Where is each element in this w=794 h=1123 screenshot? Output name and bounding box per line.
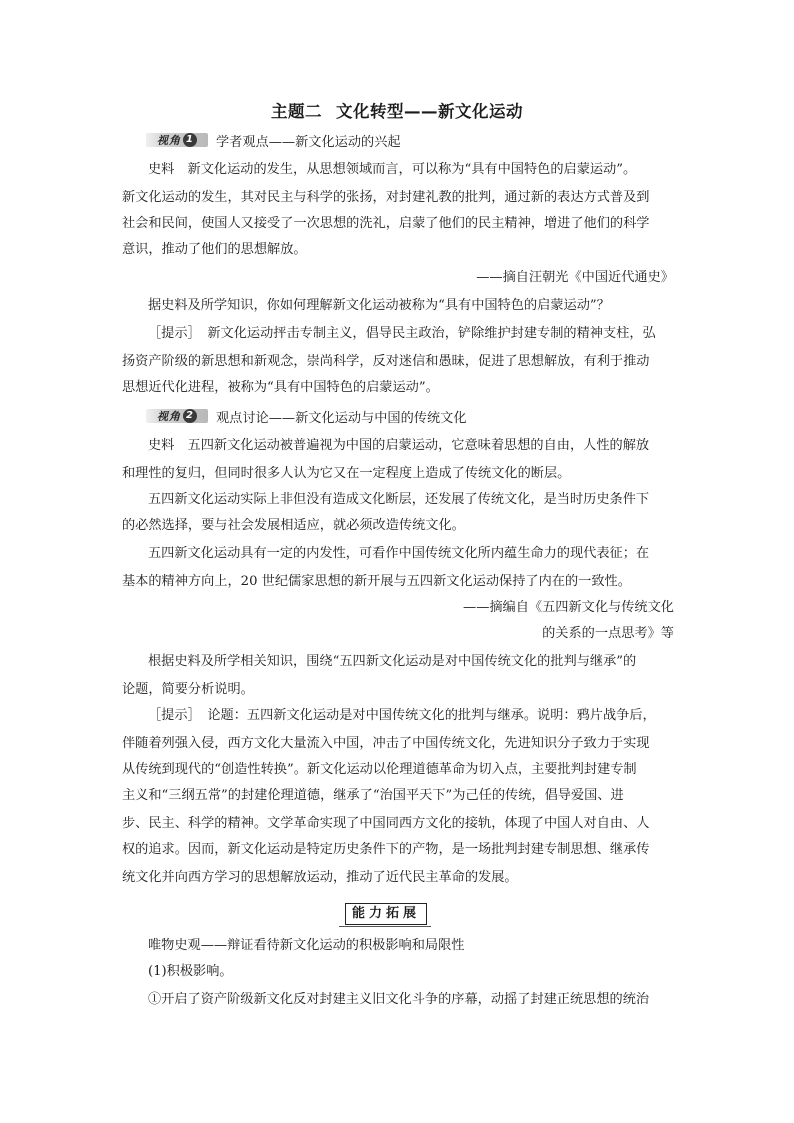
hint-line: 统文化并向西方学习的思想解放运动，推动了近代民主革命的发展。 bbox=[122, 870, 518, 885]
question-line: 论题，简要分析说明。 bbox=[122, 682, 254, 697]
paragraph-line: 意识，推动了他们的思想解放。 bbox=[122, 242, 307, 257]
paragraph-line: 五四新文化运动实际上非但没有造成文化断层，还发展了传统文化，是当时历史条件下 bbox=[148, 492, 650, 507]
hint-line: 权的追求。因而，新文化运动是特定历史条件下的产物，是一场批判封建专制思想、继承传 bbox=[122, 842, 650, 857]
hint-line: 伴随着列强入侵，西方文化大量流入中国，冲击了中国传统文化，先进知识分子致力于实现 bbox=[122, 736, 650, 751]
citation-line: ——摘自汪朝光《中国近代通史》 bbox=[476, 270, 674, 285]
hint-line: 步、民主、科学的精神。文学革命实现了中国同西方文化的接轨，体现了中国人对自由、人 bbox=[122, 816, 650, 831]
hint-line: 主义和“三纲五常”的封建伦理道德，继承了“治国平天下”为己任的传统，倡导爱国、进 bbox=[122, 788, 624, 803]
ability-extension-label: 能力拓展 bbox=[345, 903, 425, 925]
hint-line: ［提示］ 新文化运动抨击专制主义，倡导民主政治，铲除维护封建专制的精神支柱，弘 bbox=[148, 326, 656, 341]
paragraph-line: 的必然选择，要与社会发展相适应，就必须改造传统文化。 bbox=[122, 518, 465, 533]
section-heading-1-text: 学者观点——新文化运动的兴起 bbox=[216, 134, 401, 150]
title-part2: 文化转型——新文化运动 bbox=[336, 102, 523, 121]
page-title bbox=[0, 98, 794, 122]
number-1-icon: 1 bbox=[183, 133, 197, 147]
list-item: ①开启了资产阶级新文化反对封建主义旧文化斗争的序幕，动摇了封建正统思想的统治 bbox=[148, 992, 650, 1007]
citation-line: ——摘编自《五四新文化与传统文化 bbox=[463, 600, 674, 615]
hint-line: 思想近代化进程，被称为“具有中国特色的启蒙运动”。 bbox=[122, 380, 439, 395]
citation-line: 的关系的一点思考》等 bbox=[542, 626, 674, 641]
hint-line: 从传统到现代的“创造性转换”。新文化运动以伦理道德革命为切入点，主要批判封建专制 bbox=[122, 762, 637, 777]
paragraph-line: 五四新文化运动具有一定的内发性，可看作中国传统文化所内蕴生命力的现代表征；在 bbox=[148, 546, 650, 561]
question-line: 据史料及所学知识，你如何理解新文化运动被称为“具有中国特色的启蒙运动”？ bbox=[148, 298, 610, 313]
view-badge-1: 视角 1 bbox=[146, 133, 208, 147]
paragraph-line: 和理性的复归，但同时很多人认为它又在一定程度上造成了传统文化的断层。 bbox=[122, 466, 571, 481]
divider bbox=[339, 926, 431, 927]
question-line: 根据史料及所学相关知识，围绕“五四新文化运动是对中国传统文化的批判与继承”的 bbox=[148, 654, 637, 669]
section-heading-2-text: 观点讨论——新文化运动与中国的传统文化 bbox=[216, 410, 467, 426]
paragraph-line: 基本的精神方向上，20 世纪儒家思想的新开展与五四新文化运动保持了内在的一致性。 bbox=[122, 574, 631, 589]
paragraph-line: 新文化运动的发生，其对民主与科学的张扬，对封建礼教的批判，通过新的表达方式普及到 bbox=[122, 190, 650, 205]
section-heading-1 bbox=[146, 131, 401, 149]
view-badge-2: 视角 2 bbox=[146, 409, 208, 423]
paragraph-line: 史料 五四新文化运动被普遍视为中国的启蒙运动，它意味着思想的自由，人性的解放 bbox=[148, 438, 650, 453]
number-2-icon: 2 bbox=[183, 409, 197, 423]
hint-line: ［提示］ 论题：五四新文化运动是对中国传统文化的批判与继承。说明：鸦片战争后， bbox=[148, 708, 656, 723]
paragraph-line: 史料 新文化运动的发生，从思想领域而言，可以称为“具有中国特色的启蒙运动”。 bbox=[148, 162, 637, 177]
paragraph-line: 唯物史观——辩证看待新文化运动的积极影响和局限性 bbox=[148, 938, 465, 953]
paragraph-line: 社会和民间，使国人又接受了一次思想的洗礼，启蒙了他们的民主精神，增进了他们的科学 bbox=[122, 216, 650, 231]
title-part1: 主题二 bbox=[271, 102, 322, 121]
hint-line: 扬资产阶级的新思想和新观念，崇尚科学，反对迷信和愚昧，促进了思想解放，有利于推动 bbox=[122, 354, 650, 369]
list-heading: (1)积极影响。 bbox=[148, 964, 233, 979]
section-heading-2 bbox=[146, 407, 467, 425]
